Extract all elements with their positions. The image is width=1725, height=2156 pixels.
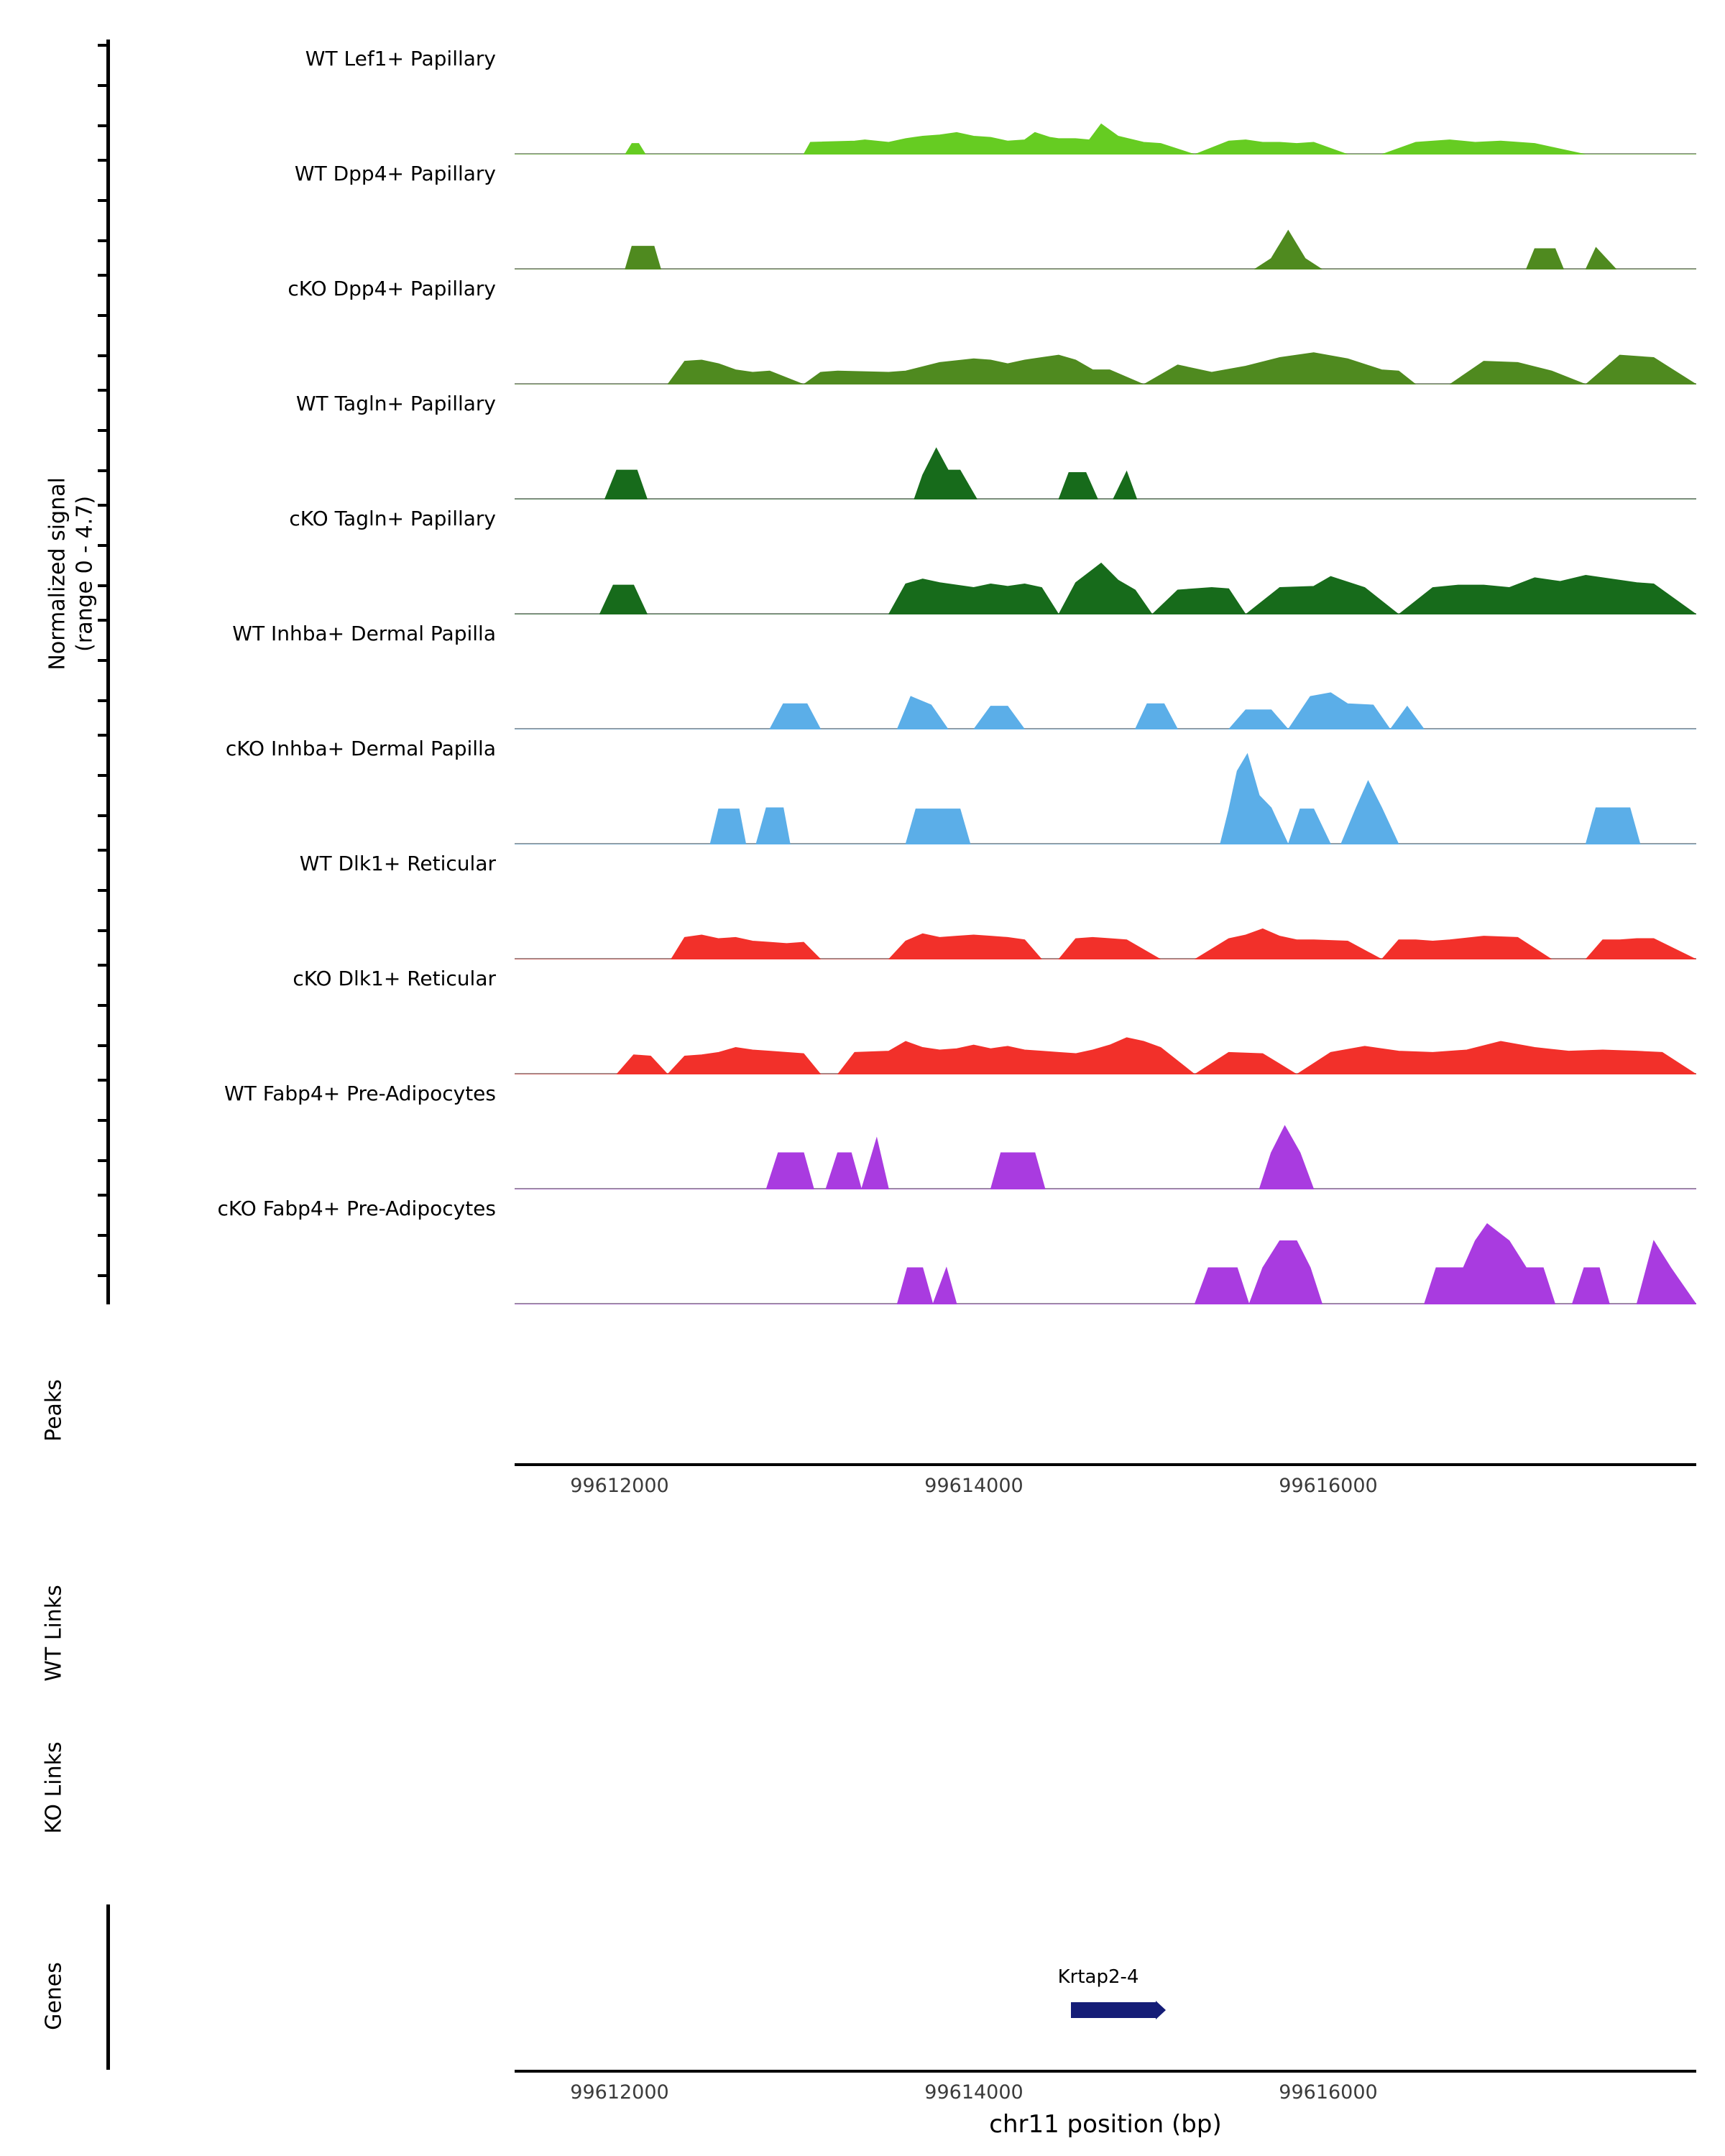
gene-strand-arrow-icon — [1156, 2001, 1166, 2019]
coverage-track-plot — [515, 614, 1696, 729]
coverage-signal — [515, 384, 1696, 499]
coverage-track — [0, 155, 1725, 270]
coverage-track — [0, 1189, 1725, 1304]
coverage-signal — [515, 844, 1696, 959]
coverage-track-label: WT Dlk1+ Reticular — [299, 852, 496, 875]
coverage-signal — [515, 155, 1696, 270]
coverage-track — [0, 499, 1725, 614]
coverage-track-plot — [515, 1189, 1696, 1304]
coverage-track-label: WT Tagln+ Papillary — [295, 392, 496, 415]
coverage-track-label: WT Fabp4+ Pre-Adipocytes — [224, 1082, 496, 1105]
coverage-track-label: cKO Inhba+ Dermal Papilla — [225, 737, 496, 760]
coverage-track — [0, 729, 1725, 844]
coverage-track — [0, 384, 1725, 499]
x-tick-label-2: 99614000 — [924, 1475, 1024, 1497]
y-axis-label-line1: Normalized signal — [45, 477, 70, 671]
genes-section-label: Genes — [41, 1962, 67, 2030]
coverage-signal — [515, 1074, 1696, 1189]
coverage-track-plot — [515, 499, 1696, 614]
coverage-signal — [515, 40, 1696, 155]
ko-links-section-label: KO Links — [41, 1741, 67, 1834]
coverage-track — [0, 1074, 1725, 1189]
coverage-signal — [515, 270, 1696, 384]
coverage-track-label: WT Inhba+ Dermal Papilla — [232, 622, 496, 645]
genes-x-tick-label-3: 99616000 — [1279, 2081, 1378, 2104]
coverage-track — [0, 270, 1725, 384]
x-tick-label-1: 99612000 — [570, 1475, 669, 1497]
coverage-track-plot — [515, 40, 1696, 155]
wt-links-section-label: WT Links — [41, 1585, 67, 1682]
coverage-track — [0, 844, 1725, 959]
x-axis-title: chr11 position (bp) — [989, 2110, 1222, 2139]
coverage-track-label: cKO Tagln+ Papillary — [289, 507, 496, 530]
coverage-signal — [515, 1189, 1696, 1304]
coverage-track-plot — [515, 1074, 1696, 1189]
coverage-signal — [515, 499, 1696, 614]
coverage-signal — [515, 614, 1696, 729]
coverage-track-label: cKO Fabp4+ Pre-Adipocytes — [217, 1197, 496, 1220]
coverage-track-plot — [515, 384, 1696, 499]
coverage-track-plot — [515, 729, 1696, 844]
coverage-track-label: cKO Dlk1+ Reticular — [293, 967, 496, 990]
coverage-track-plot — [515, 270, 1696, 384]
coverage-track-label: cKO Dpp4+ Papillary — [288, 277, 496, 300]
genes-coordinate-axis — [515, 2070, 1696, 2073]
coverage-track-plot — [515, 155, 1696, 270]
coverage-track-plot — [515, 844, 1696, 959]
coverage-track-label: WT Dpp4+ Papillary — [294, 162, 496, 185]
coverage-track — [0, 959, 1725, 1074]
coverage-track — [0, 614, 1725, 729]
y-axis-label-line2: (range 0 - 4.7) — [73, 495, 98, 652]
coverage-track-plot — [515, 959, 1696, 1074]
coverage-signal — [515, 959, 1696, 1074]
peaks-section-label: Peaks — [41, 1379, 67, 1442]
coverage-coordinate-axis — [515, 1463, 1696, 1466]
genes-section-spine — [106, 1904, 110, 2070]
gene-body-krtap2-4 — [1071, 2002, 1158, 2018]
coverage-track-label: WT Lef1+ Papillary — [305, 47, 496, 70]
coverage-signal — [515, 729, 1696, 844]
gene-label-krtap2-4: Krtap2-4 — [1057, 1966, 1139, 1988]
genes-x-tick-label-2: 99614000 — [924, 2081, 1024, 2104]
x-tick-label-3: 99616000 — [1279, 1475, 1378, 1497]
coverage-track — [0, 40, 1725, 155]
genes-x-tick-label-1: 99612000 — [570, 2081, 669, 2104]
